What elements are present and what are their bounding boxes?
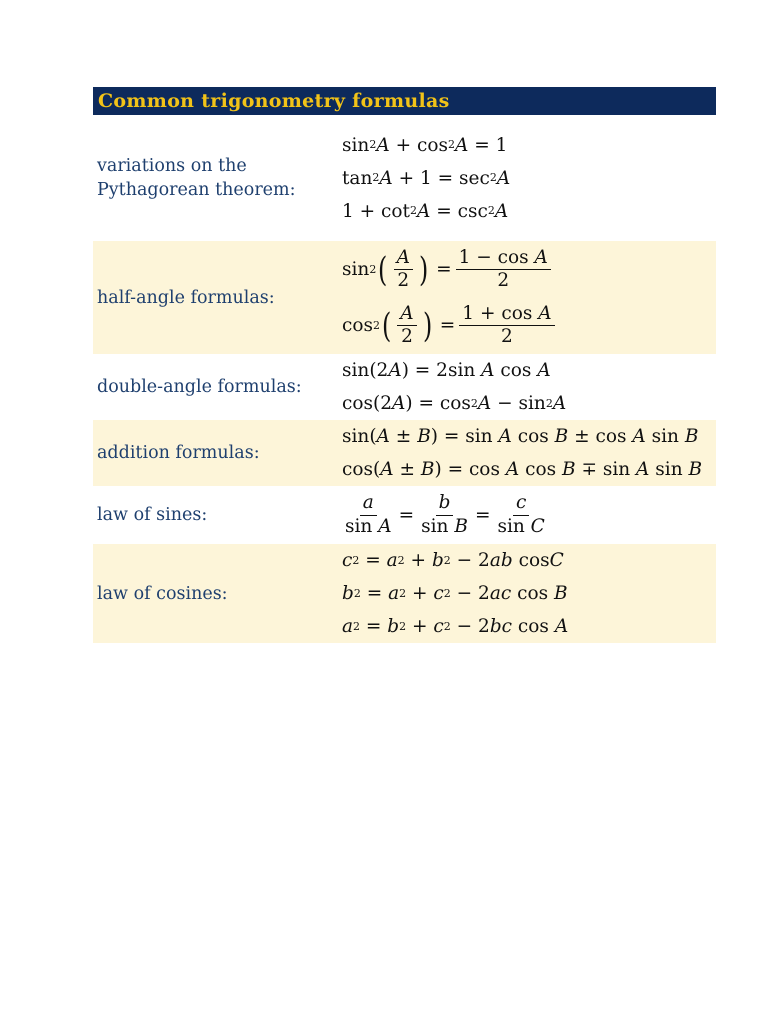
formula-addition-sin: sin( A ± B ) = sin A cos B ± cos A sin B xyxy=(342,426,699,447)
table-row-law-of-cosines xyxy=(93,544,716,643)
law-of-sines-formulas xyxy=(342,486,716,544)
half-angle-formulas xyxy=(342,241,716,354)
formula-pythagorean-3: 1 + cot 2 A = csc 2 A xyxy=(342,200,509,222)
law-of-cosines-formulas xyxy=(342,544,716,643)
row-label-law-of-sines: law of sines: xyxy=(97,505,208,525)
pythagorean-label-text: variations on the Pythagorean theorem: xyxy=(97,156,296,200)
row-label-double-angle: double-angle formulas: xyxy=(97,377,302,397)
table-row-pythagorean xyxy=(93,115,716,241)
formula-addition-cos: cos( A ± B ) = cos A cos B ∓ sin A sin B xyxy=(342,459,703,480)
formula-law-of-cosines-c: c 2 = a 2 + b 2 − 2 ab cos C xyxy=(342,550,564,571)
formula-pythagorean-1: sin 2 A + cos 2 A = 1 xyxy=(342,134,508,156)
table-row-law-of-sines xyxy=(93,486,716,544)
formula-pythagorean-2: tan 2 A + 1 = sec 2 A xyxy=(342,167,511,189)
formula-law-of-sines: $\frac{a}{\text{sin A}}$ = $\frac{b}{\text{sin B}}$ = $\frac{c}{\text{sin C}}$ xyxy=(345,492,545,537)
row-label-law-of-cosines: law of cosines: xyxy=(97,583,228,604)
row-label-addition: addition formulas: xyxy=(97,443,260,463)
formula-double-angle-cos: cos(2 A ) = cos 2 A − sin 2 A xyxy=(342,393,567,414)
formula-double-angle-sin: sin(2 A ) = 2sin A cos A xyxy=(342,360,551,381)
table-row-double-angle xyxy=(93,354,716,420)
table-title: Common trigonometry formulas xyxy=(93,87,716,115)
formula-table xyxy=(93,87,716,643)
formula-half-angle-cos: cos 2 ( $\frac{A}{2}$ ) = $\frac{\text{1 + cos A}}{2}$ xyxy=(342,298,716,354)
row-label-pythagorean xyxy=(93,115,342,241)
pythagorean-formulas xyxy=(342,115,716,241)
addition-formulas xyxy=(342,420,716,486)
double-angle-formulas xyxy=(342,354,716,420)
row-label-half-angle: half-angle formulas: xyxy=(97,287,275,308)
formula-law-of-cosines-a: a 2 = b 2 + c 2 − 2 bc cos A xyxy=(342,616,569,637)
formula-half-angle-sin: sin 2 ( $\frac{A}{2}$ ) = $\frac{\text{1 − cos A}}{2}$ xyxy=(342,242,716,298)
table-row-addition xyxy=(93,420,716,486)
formula-law-of-cosines-b: b 2 = a 2 + c 2 − 2 ac cos B xyxy=(342,583,568,604)
table-row-half-angle xyxy=(93,241,716,354)
